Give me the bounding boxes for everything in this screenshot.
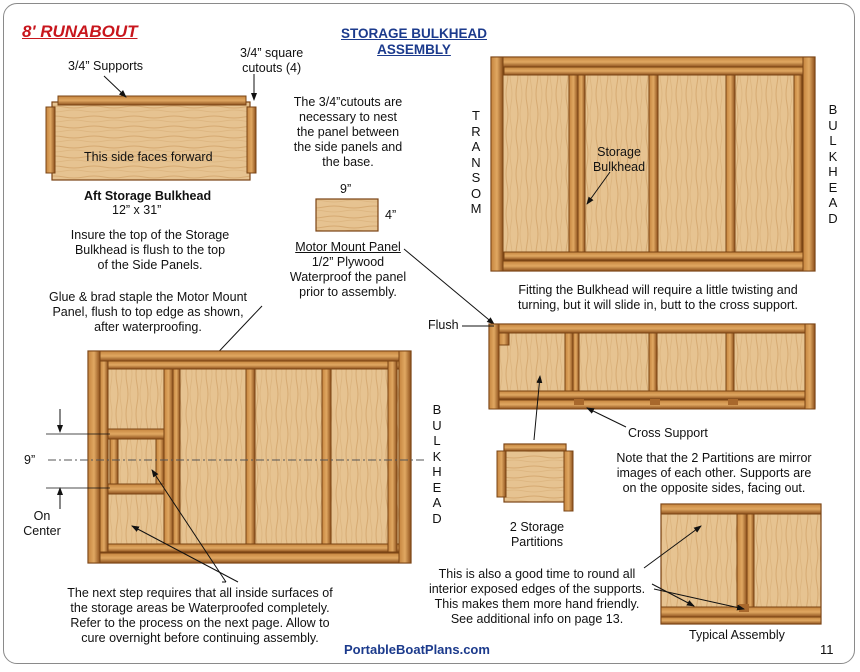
on-center-line-2: Center: [23, 524, 61, 538]
section-heading: [304, 26, 524, 58]
top-bulkhead-label: BULKHEAD: [828, 102, 838, 226]
storage-bulkhead-label: [584, 145, 654, 175]
round-note-line-1: This is also a good time to round all: [438, 567, 636, 581]
cross-support-label: Cross Support: [628, 426, 708, 440]
heading-line-1: STORAGE BULKHEAD: [340, 26, 487, 41]
motor-mount-width: 9”: [340, 182, 352, 196]
waterproof-note-line-1: The next step requires that all inside surfaces of: [67, 586, 333, 600]
waterproof-note: [40, 586, 360, 646]
on-center-line-1: On: [33, 509, 51, 523]
cross-support-arrow: [587, 408, 626, 427]
supports-label: 3/4” Supports: [68, 59, 144, 73]
partitions-label-line-2: Partitions: [510, 535, 564, 549]
partitions-note: [604, 451, 824, 496]
waterproof-note-line-4: cure overnight before continuing assembly.: [81, 631, 319, 645]
round-note-line-4: See additional info on page 13.: [450, 612, 624, 626]
aft-bulkhead-drawing: [46, 96, 256, 180]
cutout-note-line-3: the panel between: [296, 125, 400, 139]
heading-line-2: ASSEMBLY: [377, 42, 451, 57]
motor-mount-info: [282, 240, 414, 300]
cutout-note-line-4: the side panels and: [293, 140, 403, 154]
cutouts-line-1: 3/4” square: [240, 46, 304, 60]
glue-note-line-3: after waterproofing.: [94, 320, 202, 334]
round-note: [414, 567, 660, 627]
fitting-note: [501, 283, 815, 313]
round-note-line-3: This makes them more hand friendly.: [434, 597, 640, 611]
motor-mount-panel-drawing: [316, 199, 378, 231]
cutout-note: [284, 95, 412, 170]
fitting-note-line-1: Fitting the Bulkhead will require a little twisting and: [518, 283, 798, 297]
cutouts-label: [240, 46, 303, 76]
aft-bulkhead-name: Aft Storage Bulkhead: [84, 189, 212, 203]
storage-label-line-2: Bulkhead: [592, 160, 646, 174]
page-number: 11: [820, 642, 834, 657]
cutouts-line-2: cutouts (4): [242, 61, 302, 75]
motor-mount-height: 4”: [385, 208, 397, 222]
transom-label: TRANSOM: [470, 108, 482, 216]
glue-note-line-2: Panel, flush to top edge as shown,: [52, 305, 244, 319]
waterproof-note-line-2: the storage areas be Waterproofed completely.: [70, 601, 330, 615]
lower-frame-drawing: [88, 351, 411, 563]
partitions-note-line-1: Note that the 2 Partitions are mirror: [616, 451, 812, 465]
on-center-label: [22, 509, 62, 539]
cutout-note-line-2: necessary to nest: [299, 110, 397, 124]
aft-note-line-2: Bulkhead is flush to the top: [74, 243, 226, 257]
lower-bulkhead-label: BULKHEAD: [432, 402, 442, 526]
typical-assembly-drawing: [661, 504, 821, 624]
glue-note-line-1: Glue & brad staple the Motor Mount: [48, 290, 248, 304]
motor-mount-note-2: prior to assembly.: [299, 285, 397, 299]
motor-mount-note-1: Waterproof the panel: [289, 270, 407, 284]
motor-mount-name: Motor Mount Panel: [295, 240, 401, 254]
supports-arrow: [104, 76, 126, 97]
motor-mount-arrow: [404, 249, 494, 324]
partitions-note-line-3: on the opposite sides, facing out.: [622, 481, 806, 495]
waterproof-note-line-3: Refer to the process on the next page. Allow to: [70, 616, 330, 630]
page-title: 8' RUNABOUT: [22, 22, 138, 41]
storage-partition-drawing: [497, 444, 573, 511]
fitting-note-line-2: turning, but it will slide in, butt to the cross support.: [518, 298, 798, 312]
aft-note-line-1: Insure the top of the Storage: [70, 228, 230, 242]
footer-website[interactable]: PortableBoatPlans.com: [344, 642, 490, 657]
aft-bulkhead-note: [60, 228, 240, 273]
motor-mount-material: 1/2” Plywood: [311, 255, 385, 269]
glue-note: [30, 290, 266, 335]
cutout-note-line-1: The 3/4”cutouts are: [293, 95, 403, 109]
faces-forward-label: This side faces forward: [84, 150, 213, 164]
cutout-note-line-5: the base.: [322, 155, 374, 169]
flush-label: Flush: [428, 318, 459, 332]
plan-page: [3, 3, 855, 664]
partitions-label: [502, 520, 572, 550]
round-note-line-2: interior exposed edges of the supports.: [428, 582, 646, 596]
dimension-label: 9”: [24, 453, 36, 467]
aft-bulkhead-size: 12” x 31”: [112, 203, 162, 217]
storage-label-line-1: Storage: [597, 145, 641, 159]
partitions-note-line-2: images of each other. Supports are: [616, 466, 812, 480]
typical-assembly-label: Typical Assembly: [689, 628, 785, 642]
partitions-label-line-1: 2 Storage: [509, 520, 565, 534]
aft-note-line-3: of the Side Panels.: [97, 258, 203, 272]
